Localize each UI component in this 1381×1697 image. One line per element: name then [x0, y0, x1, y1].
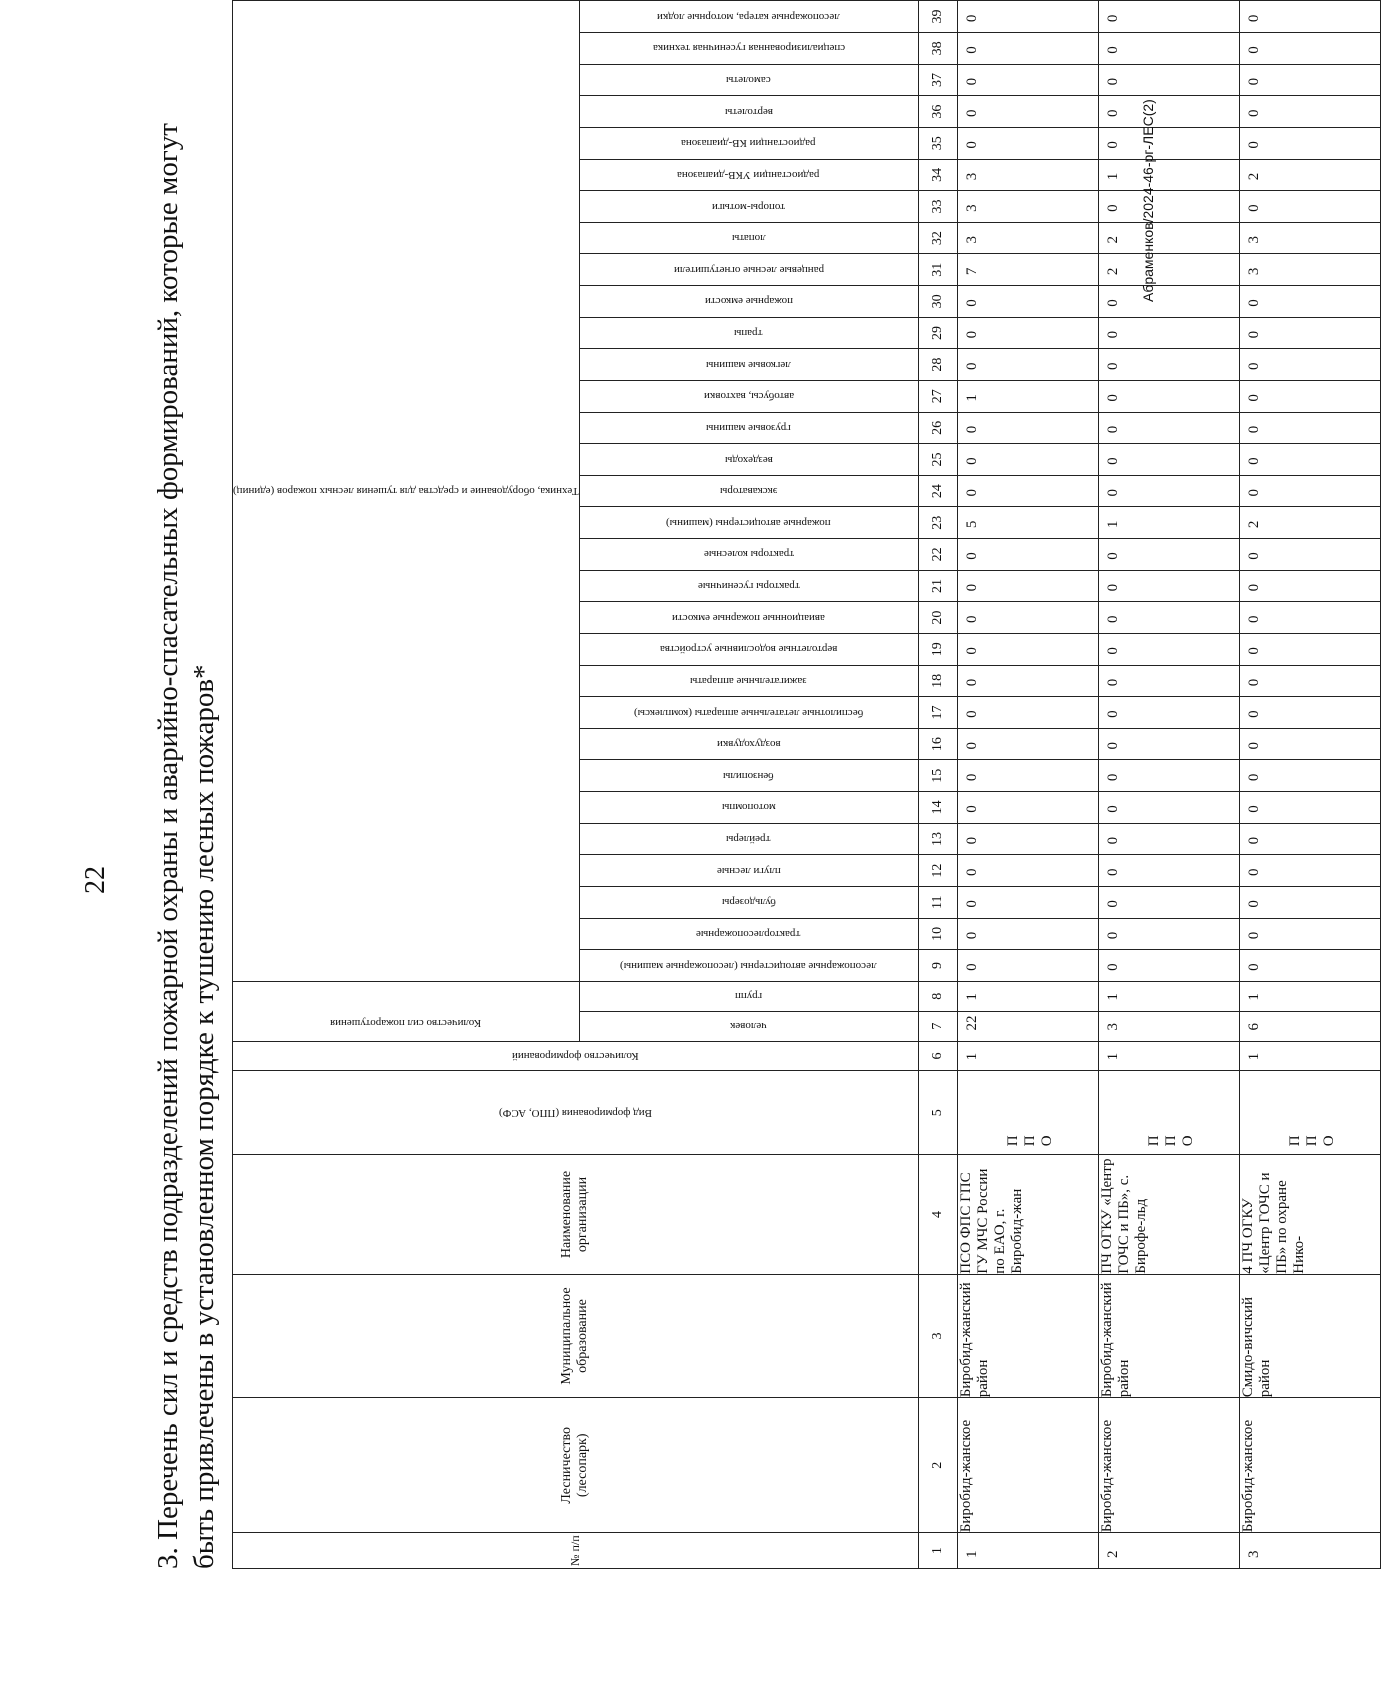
header-equipment-item [579, 760, 918, 792]
column-number-text: 14 [930, 800, 946, 815]
column-number [918, 412, 957, 444]
row-forestry: Биробид-жанское [1239, 1398, 1380, 1533]
row-equipment-value: 0 [957, 697, 1098, 729]
header-equipment-item [579, 380, 918, 412]
row-equipment-value: 0 [1098, 539, 1239, 571]
row-equipment-value: 0 [1098, 64, 1239, 96]
column-number [918, 1155, 957, 1274]
row-equipment-value: 0 [1239, 633, 1380, 665]
column-number [918, 475, 957, 507]
row-equipment-value: 0 [1098, 380, 1239, 412]
column-number [918, 127, 957, 159]
row-equipment-value: 0 [1239, 475, 1380, 507]
column-number-text: 2 [930, 1461, 946, 1469]
column-number-text: 28 [930, 357, 946, 372]
column-number [918, 1274, 957, 1398]
row-equipment-value: 0 [1098, 191, 1239, 223]
column-number-text: 20 [930, 610, 946, 625]
row-equipment-value: 0 [957, 665, 1098, 697]
row-equipment-value: 0 [1239, 444, 1380, 476]
row-equipment-value: 0 [957, 96, 1098, 128]
column-number-text: 31 [930, 262, 946, 277]
formation-type-letter: О [1180, 1135, 1197, 1147]
page-number: 22 [80, 866, 111, 894]
header-equipment-item-text: мотопомпы [721, 801, 776, 814]
header-equipment-item-text: пожарные автоцистерны (машины) [666, 516, 831, 529]
row-municipality: Биробид-жанский район [957, 1274, 1098, 1398]
row-equipment-value: 0 [1239, 855, 1380, 887]
table-row [957, 1, 1098, 1569]
column-number [918, 191, 957, 223]
row-equipment-value: 0 [1239, 1, 1380, 33]
column-number-text: 22 [930, 547, 946, 562]
header-formations-count [233, 1041, 919, 1071]
row-formation-type [1098, 1071, 1239, 1155]
row-equipment-value: 2 [1098, 254, 1239, 286]
row-equipment-value: 0 [1239, 64, 1380, 96]
row-equipment-value: 0 [957, 127, 1098, 159]
header-equipment-item-text: специализированная гусеничная техника [652, 42, 845, 55]
header-equipment-item-text: экскаваторы [719, 485, 778, 498]
column-number-text: 39 [930, 9, 946, 24]
column-number-text: 11 [930, 895, 946, 910]
row-equipment-value: 0 [1239, 886, 1380, 918]
row-equipment-value: 0 [1239, 191, 1380, 223]
row-equipment-value: 0 [1098, 1, 1239, 33]
row-groups: 1 [957, 981, 1098, 1011]
row-equipment-value: 0 [957, 317, 1098, 349]
row-equipment-value: 0 [1098, 728, 1239, 760]
column-number-text: 30 [930, 294, 946, 309]
row-municipality: Биробид-жанский район [1098, 1274, 1239, 1398]
column-number [918, 1533, 957, 1569]
column-number [918, 697, 957, 729]
row-equipment-value: 0 [957, 1, 1098, 33]
row-equipment-value: 5 [957, 507, 1098, 539]
header-equipment-item [579, 697, 918, 729]
header-equipment-item [579, 96, 918, 128]
header-equipment-item-text: тракторы колесные [703, 548, 794, 561]
header-equipment-item [579, 792, 918, 824]
row-equipment-value: 0 [1239, 539, 1380, 571]
header-equipment-item [579, 918, 918, 950]
header-forces-group [233, 981, 580, 1041]
header-equipment-item-text: лесопожарные автоцистерны (лесопожарные машины) [620, 959, 877, 972]
header-equipment-item [579, 191, 918, 223]
column-number [918, 1, 957, 33]
column-number [918, 1398, 957, 1533]
column-number-text: 25 [930, 452, 946, 467]
row-equipment-value: 0 [1098, 950, 1239, 982]
header-equipment-item-text: вертолетные водосливные устройства [659, 643, 838, 656]
header-equipment-item-text: тракторы гусеничные [697, 580, 800, 593]
header-equipment-item [579, 570, 918, 602]
header-people-text: человек [730, 1020, 767, 1033]
row-equipment-value: 0 [1098, 96, 1239, 128]
row-equipment-value: 0 [957, 33, 1098, 65]
header-equipment-item [579, 317, 918, 349]
column-number-text: 15 [930, 768, 946, 783]
column-number [918, 823, 957, 855]
column-number [918, 665, 957, 697]
header-equipment-item-text: зажигательные аппараты [690, 674, 807, 687]
row-number: 2 [1098, 1533, 1239, 1569]
column-number [918, 96, 957, 128]
row-equipment-value: 0 [957, 539, 1098, 571]
row-equipment-value: 0 [1098, 127, 1239, 159]
row-equipment-value: 0 [957, 602, 1098, 634]
column-number [918, 633, 957, 665]
header-equipment-item [579, 222, 918, 254]
row-equipment-value: 0 [1239, 412, 1380, 444]
header-equipment-item-text: авиационные пожарные емкости [672, 611, 826, 624]
page-title: 3. Перечень сил и средств подразделений пожарной охраны и аварийно-спасательных формирований, которые могут быть привлечены в установленном порядке к тушению лесных пожаров* [152, 123, 220, 1569]
row-equipment-value: 0 [1098, 602, 1239, 634]
row-equipment-value: 0 [957, 792, 1098, 824]
header-formation-type [233, 1071, 919, 1155]
row-equipment-value: 0 [1239, 728, 1380, 760]
row-equipment-value: 0 [1239, 286, 1380, 318]
header-equipment-item [579, 950, 918, 982]
row-number: 3 [1239, 1533, 1380, 1569]
row-equipment-value: 0 [957, 475, 1098, 507]
column-number-text: 36 [930, 104, 946, 119]
column-number [918, 886, 957, 918]
row-equipment-value: 0 [957, 886, 1098, 918]
row-formation-type [1239, 1071, 1380, 1155]
header-equipment-item-text: самолеты [726, 74, 771, 87]
column-number [918, 380, 957, 412]
row-equipment-value: 0 [957, 950, 1098, 982]
column-number [918, 33, 957, 65]
row-forestry: Биробид-жанское [1098, 1398, 1239, 1533]
row-equipment-value: 0 [1098, 317, 1239, 349]
header-equipment-item-text: радиостанции КВ-диапазона [681, 137, 816, 150]
column-number [918, 855, 957, 887]
column-number [918, 507, 957, 539]
row-equipment-value: 2 [1098, 222, 1239, 254]
row-equipment-value: 3 [957, 222, 1098, 254]
column-number-text: 29 [930, 326, 946, 341]
header-equipment-item-text: грузовые машины [706, 421, 791, 434]
header-equipment-group-text: Техника, оборудование и средства для тушения лесных пожаров (единиц) [233, 484, 579, 497]
column-number-text: 37 [930, 73, 946, 88]
row-equipment-value: 0 [1098, 918, 1239, 950]
column-number-text: 5 [930, 1109, 946, 1117]
column-number-text: 13 [930, 832, 946, 847]
row-equipment-value: 0 [1098, 33, 1239, 65]
table-row [1239, 1, 1380, 1569]
column-number-text: 17 [930, 705, 946, 720]
row-equipment-value: 3 [1239, 254, 1380, 286]
row-organization: ПЧ ОГКУ «Центр ГОЧС и ПБ», с. Бирофе-льд [1098, 1155, 1239, 1274]
row-equipment-value: 0 [1098, 855, 1239, 887]
header-equipment-item-text: вездеходы [724, 453, 773, 466]
row-number: 1 [957, 1533, 1098, 1569]
header-equipment-item-text: беспилотные летательные аппараты (комплексы) [633, 706, 864, 719]
row-equipment-value: 0 [1239, 665, 1380, 697]
column-number-text: 16 [930, 737, 946, 752]
row-equipment-value: 0 [1239, 823, 1380, 855]
header-equipment-group [233, 1, 580, 982]
header-groups [579, 981, 918, 1011]
row-equipment-value: 0 [957, 444, 1098, 476]
row-equipment-value: 2 [1239, 507, 1380, 539]
row-organization: ПСО ФПС ГПС ГУ МЧС России по ЕАО, г. Биробид-жан [957, 1155, 1098, 1274]
column-number-text: 4 [930, 1210, 946, 1218]
header-equipment-item-text: бензопилы [723, 769, 774, 782]
forces-table [232, 0, 1381, 1569]
column-number-text: 10 [930, 926, 946, 941]
header-equipment-item [579, 855, 918, 887]
column-number-text: 34 [930, 167, 946, 182]
row-equipment-value: 0 [957, 64, 1098, 96]
row-equipment-value: 0 [1098, 760, 1239, 792]
row-equipment-value: 0 [1098, 349, 1239, 381]
header-equipment-item-text: трейлеры [726, 833, 771, 846]
formation-type-letter: П [1287, 1135, 1304, 1147]
column-number-text: 8 [930, 992, 946, 1000]
header-equipment-item [579, 507, 918, 539]
formation-type-letter: П [1163, 1135, 1180, 1147]
header-municipality: Муниципальное образование [233, 1274, 919, 1398]
header-equipment-item-text: лесопожарные катера, моторные лодки [657, 10, 840, 23]
row-groups: 1 [1098, 981, 1239, 1011]
row-equipment-value: 2 [1239, 159, 1380, 191]
header-equipment-item-text: топоры-мотыги [712, 200, 786, 213]
column-number-text: 27 [930, 389, 946, 404]
header-forces-group-text: Количество сил пожаротушения [330, 1017, 482, 1030]
row-equipment-value: 0 [957, 728, 1098, 760]
formation-type-letter: П [1022, 1135, 1039, 1147]
header-people [579, 1011, 918, 1041]
row-equipment-value: 0 [1239, 349, 1380, 381]
header-equipment-item [579, 33, 918, 65]
row-equipment-value: 1 [1098, 159, 1239, 191]
row-organization: 4 ПЧ ОГКУ «Центр ГОЧС и ПБ» по охране Нико- [1239, 1155, 1380, 1274]
header-equipment-item [579, 886, 918, 918]
row-equipment-value: 0 [1239, 918, 1380, 950]
header-equipment-item [579, 412, 918, 444]
column-number-text: 26 [930, 420, 946, 435]
column-number-text: 21 [930, 579, 946, 594]
row-equipment-value: 0 [957, 918, 1098, 950]
column-number [918, 444, 957, 476]
column-number [918, 254, 957, 286]
formation-type-letter: О [1321, 1135, 1338, 1147]
formation-type-letter: О [1039, 1135, 1056, 1147]
row-equipment-value: 1 [957, 380, 1098, 412]
header-equipment-item [579, 633, 918, 665]
row-equipment-value: 0 [1098, 412, 1239, 444]
row-forestry: Биробид-жанское [957, 1398, 1098, 1533]
row-equipment-value: 0 [1098, 697, 1239, 729]
row-equipment-value: 0 [957, 760, 1098, 792]
row-formations: 1 [1098, 1041, 1239, 1071]
row-equipment-value: 7 [957, 254, 1098, 286]
column-number [918, 159, 957, 191]
row-equipment-value: 0 [1239, 570, 1380, 602]
header-equipment-item-text: плуги лесные [716, 864, 781, 877]
header-formations-count-text: Количество формирований [511, 1049, 639, 1062]
column-number [918, 792, 957, 824]
row-groups: 1 [1239, 981, 1380, 1011]
column-number-text: 32 [930, 231, 946, 246]
header-equipment-item-text: автобусы, вахтовки [703, 390, 794, 403]
column-number [918, 728, 957, 760]
formation-type-letter: П [1146, 1135, 1163, 1147]
column-number [918, 317, 957, 349]
header-equipment-item [579, 444, 918, 476]
column-number [918, 570, 957, 602]
header-equipment-item [579, 728, 918, 760]
column-number-text: 6 [930, 1052, 946, 1060]
column-number [918, 286, 957, 318]
header-equipment-item [579, 349, 918, 381]
row-equipment-value: 0 [1098, 823, 1239, 855]
header-groups-text: групп [735, 990, 763, 1003]
table-row [1098, 1, 1239, 1569]
row-people: 22 [957, 1011, 1098, 1041]
row-equipment-value: 0 [1098, 633, 1239, 665]
column-number-text: 3 [930, 1332, 946, 1340]
row-equipment-value: 0 [957, 286, 1098, 318]
row-equipment-value: 0 [1239, 33, 1380, 65]
row-equipment-value: 0 [957, 570, 1098, 602]
row-equipment-value: 0 [957, 412, 1098, 444]
row-equipment-value: 3 [957, 159, 1098, 191]
header-row-top [233, 1, 580, 1569]
header-equipment-item [579, 159, 918, 191]
header-equipment-item [579, 823, 918, 855]
column-number-text: 7 [930, 1022, 946, 1030]
column-number-text: 12 [930, 863, 946, 878]
row-equipment-value: 0 [1098, 570, 1239, 602]
column-number [918, 918, 957, 950]
header-equipment-item [579, 1, 918, 33]
header-number: № п/п [233, 1533, 919, 1569]
row-equipment-value: 0 [1239, 950, 1380, 982]
header-equipment-item [579, 475, 918, 507]
row-equipment-value: 0 [1239, 127, 1380, 159]
header-equipment-item-text: трапы [734, 327, 763, 340]
column-number-text: 19 [930, 642, 946, 657]
header-equipment-item-text: лопаты [731, 232, 766, 245]
row-equipment-value: 0 [957, 855, 1098, 887]
column-number [918, 1041, 957, 1071]
column-numbers-row [918, 1, 957, 1569]
row-equipment-value: 0 [1098, 886, 1239, 918]
column-number [918, 760, 957, 792]
header-equipment-item-text: бульдозеры [721, 896, 776, 909]
row-municipality: Смидо-вичский район [1239, 1274, 1380, 1398]
column-number [918, 981, 957, 1011]
column-number-text: 35 [930, 136, 946, 151]
column-number [918, 64, 957, 96]
row-equipment-value: 0 [1098, 475, 1239, 507]
column-number [918, 349, 957, 381]
row-equipment-value: 0 [1239, 602, 1380, 634]
column-number-text: 9 [930, 962, 946, 970]
header-equipment-item [579, 286, 918, 318]
formation-type-letter: П [1005, 1135, 1022, 1147]
column-number-text: 33 [930, 199, 946, 214]
row-equipment-value: 0 [1239, 697, 1380, 729]
header-equipment-item-text: тракторлесопожарные [696, 927, 801, 940]
document-stamp: Абраменков/2024-46-рг-ЛЕС(2) [1140, 99, 1156, 302]
row-formations: 1 [957, 1041, 1098, 1071]
row-equipment-value: 0 [1239, 760, 1380, 792]
column-number-text: 38 [930, 41, 946, 56]
row-people: 6 [1239, 1011, 1380, 1041]
row-equipment-value: 0 [1098, 792, 1239, 824]
row-equipment-value: 0 [957, 823, 1098, 855]
header-formation-type-text: Вид формирования (ППО, АСФ) [498, 1106, 652, 1119]
row-formation-type [957, 1071, 1098, 1155]
column-number [918, 222, 957, 254]
header-equipment-item [579, 127, 918, 159]
header-equipment-item [579, 602, 918, 634]
column-number [918, 1071, 957, 1155]
row-equipment-value: 0 [957, 633, 1098, 665]
row-equipment-value: 0 [1098, 286, 1239, 318]
header-equipment-item-text: вертолеты [724, 105, 773, 118]
column-number [918, 1011, 957, 1041]
column-number [918, 950, 957, 982]
row-equipment-value: 0 [1239, 792, 1380, 824]
column-number [918, 539, 957, 571]
column-number-text: 1 [930, 1547, 946, 1555]
column-number-text: 23 [930, 515, 946, 530]
formation-type-letter: П [1304, 1135, 1321, 1147]
header-equipment-item-text: легковые машины [706, 358, 791, 371]
header-equipment-item-text: ранцевые лесные огнетушители [673, 263, 824, 276]
header-equipment-item-text: пожарные емкости [704, 295, 793, 308]
row-equipment-value: 0 [1098, 665, 1239, 697]
row-people: 3 [1098, 1011, 1239, 1041]
header-forestry: Лесничество (лесопарк) [233, 1398, 919, 1533]
header-equipment-item-text: воздуходувки [716, 738, 781, 751]
row-equipment-value: 0 [957, 349, 1098, 381]
row-equipment-value: 3 [957, 191, 1098, 223]
row-equipment-value: 0 [1098, 444, 1239, 476]
header-organization: Наименование организации [233, 1155, 919, 1274]
row-formations: 1 [1239, 1041, 1380, 1071]
row-equipment-value: 0 [1239, 380, 1380, 412]
header-equipment-item [579, 254, 918, 286]
header-equipment-item [579, 665, 918, 697]
header-equipment-item-text: радиостанции УКВ-диапазона [677, 168, 820, 181]
header-equipment-item [579, 64, 918, 96]
row-equipment-value: 0 [1239, 96, 1380, 128]
header-equipment-item [579, 539, 918, 571]
column-number-text: 24 [930, 484, 946, 499]
column-number-text: 18 [930, 673, 946, 688]
row-equipment-value: 3 [1239, 222, 1380, 254]
row-equipment-value: 0 [1239, 317, 1380, 349]
column-number [918, 602, 957, 634]
row-equipment-value: 1 [1098, 507, 1239, 539]
